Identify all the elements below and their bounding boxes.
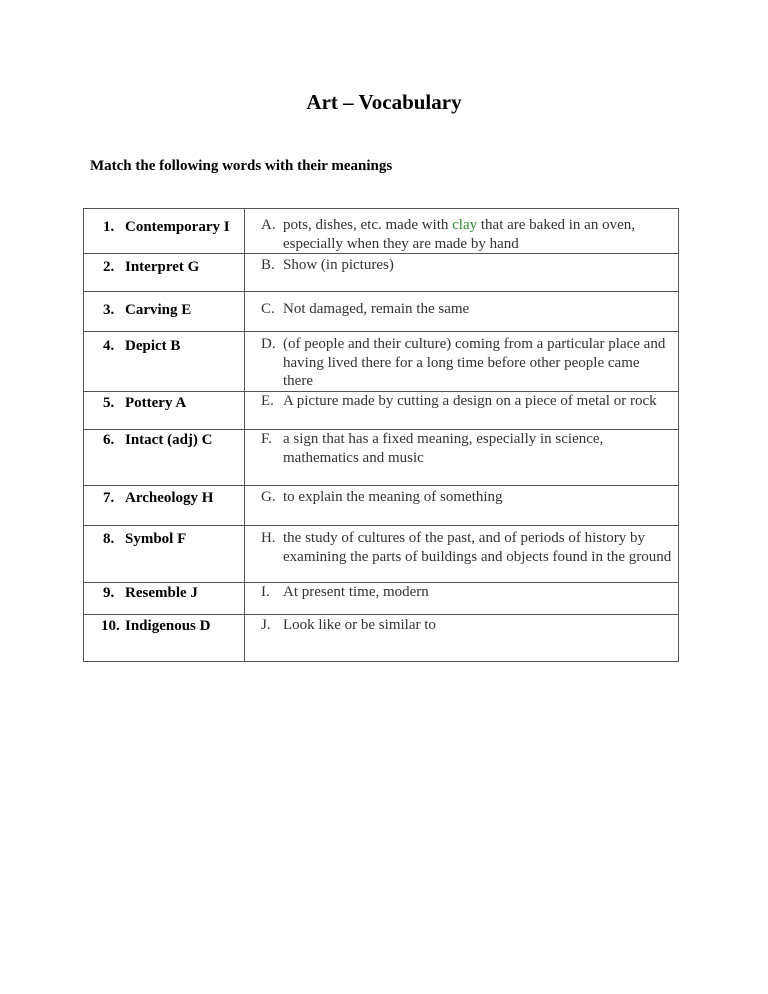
definition-cell — [245, 583, 679, 615]
word-cell — [84, 583, 245, 615]
word-item: 4. Depict B — [103, 338, 181, 354]
definition-item: B. Show (in pictures) — [261, 257, 394, 273]
word-item: 2. Interpret G — [103, 259, 200, 275]
definition-cell — [245, 486, 679, 526]
definition-item: A. pots, dishes, etc. made with clay that are baked in an oven, especially when they are made by hand — [261, 217, 635, 252]
word-cell — [84, 615, 245, 662]
word-cell — [84, 430, 245, 486]
definition-cell — [245, 392, 679, 430]
word-item: 5. Pottery A — [103, 395, 187, 411]
table-row — [84, 209, 679, 254]
word-cell — [84, 254, 245, 292]
table-row — [84, 392, 679, 430]
word-cell — [84, 209, 245, 254]
definition-cell — [245, 209, 679, 254]
definition-item: F. a sign that has a fixed meaning, especially in science, mathematics and music — [261, 431, 604, 466]
word-item: 7. Archeology H — [103, 490, 214, 506]
word-item: 6. Intact (adj) C — [103, 432, 213, 448]
table-row — [84, 430, 679, 486]
word-item: 8. Symbol F — [103, 531, 187, 547]
definition-cell — [245, 254, 679, 292]
definition-item: C. Not damaged, remain the same — [261, 301, 470, 317]
word-item: 9. Resemble J — [103, 585, 198, 601]
definition-item: H. the study of cultures of the past, and of periods of history by examining the parts of buildings and objects found in the ground — [261, 530, 672, 565]
highlighted-word: clay — [452, 217, 478, 233]
word-cell — [84, 392, 245, 430]
instructions: Match the following words with their meanings — [90, 158, 393, 174]
vocabulary-table — [83, 208, 679, 662]
table-row — [84, 486, 679, 526]
definition-cell — [245, 292, 679, 332]
word-cell — [84, 486, 245, 526]
definition-cell — [245, 430, 679, 486]
table-row — [84, 332, 679, 392]
word-item: 3. Carving E — [103, 302, 192, 318]
table-row — [84, 526, 679, 583]
table-row — [84, 583, 679, 615]
definition-cell — [245, 526, 679, 583]
word-cell — [84, 332, 245, 392]
word-item: 10. Indigenous D — [101, 618, 211, 634]
word-cell — [84, 526, 245, 583]
table-row — [84, 292, 679, 332]
table-row — [84, 254, 679, 292]
definition-cell — [245, 332, 679, 392]
definition-item: J. Look like or be similar to — [261, 617, 436, 633]
definition-cell — [245, 615, 679, 662]
definition-item: D. (of people and their culture) coming from a particular place and having lived there for a long time before other people came there — [261, 336, 666, 389]
definition-item: I. At present time, modern — [261, 584, 429, 600]
definition-item: E. A picture made by cutting a design on a piece of metal or rock — [261, 393, 657, 409]
table-row — [84, 615, 679, 662]
word-item: 1. Contemporary I — [103, 219, 230, 235]
page-title: Art – Vocabulary — [306, 90, 462, 114]
definition-item: G. to explain the meaning of something — [261, 489, 503, 505]
word-cell — [84, 292, 245, 332]
